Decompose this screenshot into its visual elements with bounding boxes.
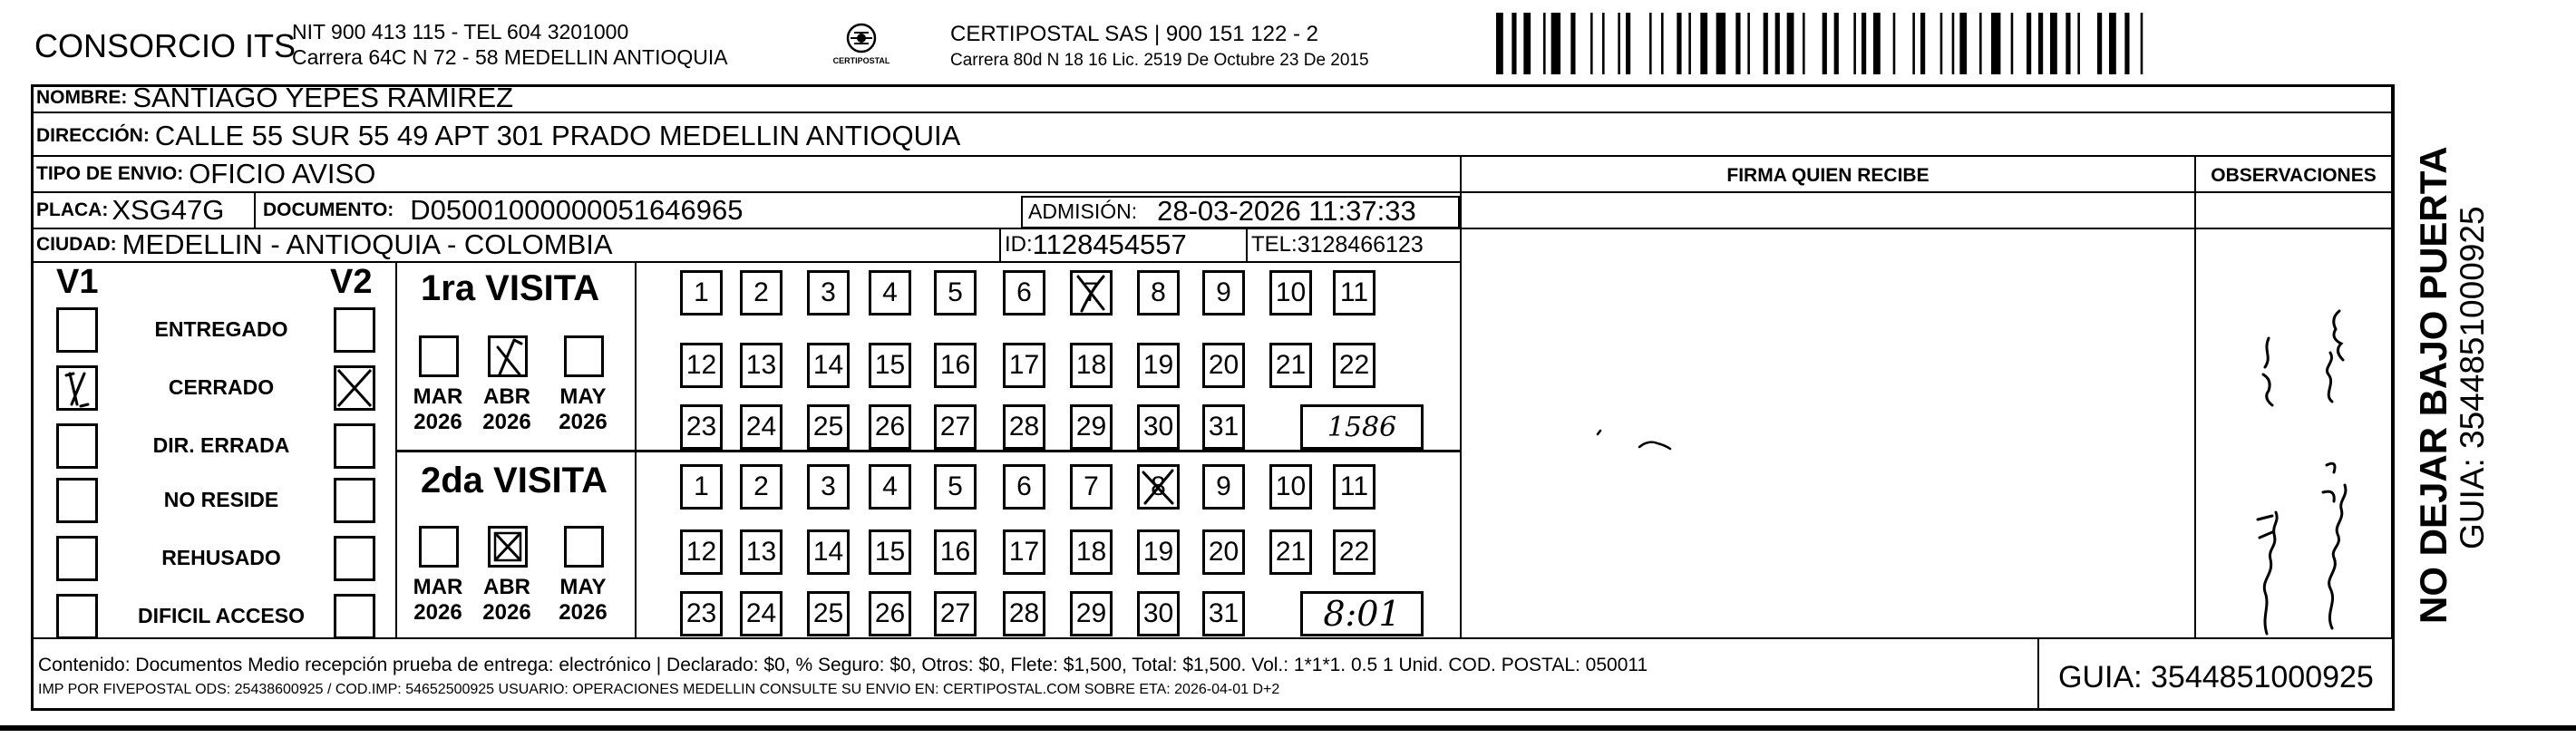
day-number: 10 [1275,471,1307,501]
day-number: 14 [812,350,844,380]
visit-1-month-may-checkbox[interactable] [564,335,604,377]
visit-2-day-3[interactable] [807,464,850,510]
visit-2-day-20[interactable] [1202,529,1245,575]
visit-2-day-10[interactable] [1269,464,1312,510]
month-year: 2026 [559,600,608,625]
visit-1-day-31[interactable] [1202,404,1245,450]
visit-1-day-17[interactable] [1003,343,1045,388]
visit-1-day-2[interactable] [740,270,783,316]
visit-1-day-9[interactable] [1202,270,1245,316]
day-number: 22 [1338,537,1370,567]
day-number: 21 [1275,350,1307,380]
day-number: 17 [1008,350,1040,380]
placa-row [36,192,224,228]
carrier-name: CERTIPOSTAL SAS | 900 151 122 - 2 [950,22,1318,46]
day-number: 4 [882,277,898,307]
footer-guia: GUIA: 3544851000925 [2058,660,2374,694]
visit-2-day-27[interactable] [934,591,977,636]
day-number: 12 [685,537,717,567]
visit-1-title: 1ra VISITA [421,268,600,308]
v1-header: V1 [56,263,99,301]
visit-1-day-23[interactable] [680,404,723,450]
direccion-label: DIRECCIÓN: [36,125,150,146]
day-number: 7 [1084,277,1099,307]
month-name: ABR [483,384,530,409]
visit-1-day-15[interactable] [869,343,911,388]
firma-label: FIRMA QUIEN RECIBE [1726,165,1930,186]
visit-2-day-5[interactable] [934,464,977,510]
day-number: 11 [1339,277,1369,307]
visit-1-day-19[interactable] [1137,343,1180,388]
day-number: 5 [948,277,963,307]
tel-value: 3128466123 [1297,231,1424,257]
month-year: 2026 [482,410,531,434]
day-number: 1 [694,277,709,307]
day-check-mark [1073,273,1110,313]
company-nit: NIT 900 413 115 - TEL 604 3201000 [292,20,629,44]
visit-2-day-8[interactable] [1137,464,1180,510]
month-name: MAY [559,575,607,599]
visit-1-day-25[interactable] [807,404,850,450]
logo-text: CERTIPOSTAL [832,56,890,65]
status-label: CERRADO [168,375,275,399]
ciudad-row [36,228,613,261]
ciudad-value: MEDELLIN - ANTIOQUIA - COLOMBIA [122,228,613,260]
v1-checkbox-dificil-acceso[interactable] [56,594,98,639]
documento-value: D05001000000051646965 [410,194,744,226]
tipo-row [36,156,375,192]
visit-1-day-29[interactable] [1070,404,1113,450]
carrier-address: Carrera 80d N 18 16 Lic. 2519 De Octubre 23 De 2015 [950,51,1369,70]
day-number: 3 [821,471,836,501]
header [0,0,2576,83]
ciudad-label: CIUDAD: [36,234,117,255]
v2-checkbox-rehusado[interactable] [334,536,375,581]
visit-1-month-label [477,384,537,435]
day-number: 2 [753,277,769,307]
status-label: REHUSADO [161,546,281,569]
visit-2-month-may-checkbox[interactable] [564,526,604,568]
status-label: DIFICIL ACCESO [137,604,305,627]
status-label: ENTREGADO [154,317,288,341]
month-name: MAY [559,384,607,409]
visit-2-day-24[interactable] [740,591,783,636]
day-number: 26 [874,412,906,442]
v1-checkbox-no-reside[interactable] [56,478,98,523]
visit-2-day-25[interactable] [807,591,850,636]
handwritten-time: 8:01 [1323,594,1401,634]
visit-1-day-1[interactable] [680,270,723,316]
day-number: 23 [685,412,717,442]
visit-1-day-24[interactable] [740,404,783,450]
visit-1-day-12[interactable] [680,343,723,388]
day-number: 22 [1338,350,1370,380]
visit-2-day-11[interactable] [1333,464,1375,510]
day-number: 2 [753,471,769,501]
visit-1-day-27[interactable] [934,404,977,450]
id-value: 1128454557 [1032,228,1187,260]
day-number: 31 [1208,598,1239,628]
visit-1-day-7[interactable] [1070,270,1113,316]
visit-2-day-7[interactable] [1070,464,1113,510]
visit-2-day-12[interactable] [680,529,723,575]
status-label: DIR. ERRADA [152,433,290,457]
day-number: 27 [939,598,971,628]
day-number: 20 [1208,537,1239,567]
visit-2-day-2[interactable] [740,464,783,510]
id-cell [1005,228,1187,261]
visit-2-month-mar-checkbox[interactable] [419,526,459,568]
visit-2-title: 2da VISITA [421,461,608,500]
day-number: 6 [1016,277,1032,307]
day-number: 23 [685,598,717,628]
day-number: 24 [745,598,777,628]
footer-line-2: IMP POR FIVEPOSTAL ODS: 25438600925 / COD.IMP: 54652500925 USUARIO: OPERACIONES MEDELLIN CONSULTE SU ENVIO EN: CERTIPOSTAL.COM SOBRE ETA: 2026-04-01 D+2 [38,682,1280,697]
day-number: 16 [939,350,971,380]
visit-1-day-28[interactable] [1003,404,1045,450]
nombre-row [36,84,513,112]
day-number: 28 [1008,598,1040,628]
tel-cell [1251,228,1424,261]
v2-checkbox-dificil-acceso[interactable] [334,594,375,639]
visit-1-day-8[interactable] [1137,270,1180,316]
visit-2-day-22[interactable] [1333,529,1375,575]
day-number: 6 [1016,471,1032,501]
month-name: MAR [413,575,463,599]
visit-2-day-18[interactable] [1070,529,1113,575]
tipo-value: OFICIO AVISO [189,158,376,189]
day-number: 13 [745,537,777,567]
handwritten-time: 1586 [1327,411,1397,443]
day-number: 18 [1075,537,1107,567]
visit-1-day-14[interactable] [807,343,850,388]
day-number: 4 [882,471,898,501]
day-number: 25 [812,598,844,628]
visit-1-day-11[interactable] [1333,270,1375,316]
day-number: 15 [874,350,906,380]
day-number: 31 [1208,412,1239,442]
day-number: 24 [745,412,777,442]
day-number: 3 [821,277,836,307]
visit-2-day-1[interactable] [680,464,723,510]
visit-2-day-14[interactable] [807,529,850,575]
day-number: 9 [1216,277,1231,307]
day-number: 7 [1084,471,1099,501]
v1-checkbox-checked[interactable] [56,365,98,411]
documento-cell [263,192,743,228]
day-number: 1 [694,471,709,501]
company-address: Carrera 64C N 72 - 58 MEDELLIN ANTIOQUIA [292,45,728,69]
visit-2-day-19[interactable] [1137,529,1180,575]
nombre-label: NOMBRE: [36,87,128,108]
visit-2-day-31[interactable] [1202,591,1245,636]
visit-1-month-label [553,384,613,435]
visit-1-time-box[interactable] [1300,404,1424,450]
day-number: 13 [745,350,777,380]
observaciones-label: OBSERVACIONES [2211,165,2377,186]
month-year: 2026 [559,410,608,434]
day-number: 25 [812,412,844,442]
visit-2-day-13[interactable] [740,529,783,575]
visit-2-day-26[interactable] [869,591,911,636]
day-number: 16 [939,537,971,567]
day-number: 10 [1275,277,1307,307]
v1-checkbox-dir-errada[interactable] [56,423,98,469]
day-check-mark [1140,467,1177,507]
day-number: 26 [874,598,906,628]
visit-1-month-mar-checkbox[interactable] [419,335,459,377]
day-number: 19 [1142,537,1174,567]
placa-value: XSG47G [112,194,225,226]
day-number: 27 [939,412,971,442]
visit-1-day-30[interactable] [1137,404,1180,450]
visit-1-day-20[interactable] [1202,343,1245,388]
visit-2-day-9[interactable] [1202,464,1245,510]
v1-checkbox-entregado[interactable] [56,307,98,353]
day-number: 19 [1142,350,1174,380]
v1-checkbox-rehusado[interactable] [56,536,98,581]
visit-1-month-label [408,384,468,435]
nombre-value: SANTIAGO YEPES RAMIREZ [132,82,514,113]
visit-2-month-abr-checkbox[interactable] [488,526,528,568]
side-notice: NO DEJAR BAJO PUERTA [2412,146,2454,624]
direccion-value: CALLE 55 SUR 55 49 APT 301 PRADO MEDELLIN ANTIOQUIA [154,120,961,151]
company-name: CONSORCIO ITS [34,27,296,64]
id-label: ID: [1005,232,1033,257]
visit-2-time-box[interactable] [1300,591,1424,636]
v2-checkbox-dir-errada[interactable] [334,423,375,469]
month-name: ABR [483,575,530,599]
day-number: 5 [948,471,963,501]
footer-line-1: Contenido: Documentos Medio recepción prueba de entrega: electrónico | Declarado: $0, % Seguro: $0, Otros: $0, Flete: $1,500, Total: $1,500. Vol.: 1*1*1. 0.5 1 Unid. COD. POSTAL: 050011 [38,655,1648,675]
admision-value: 28-03-2026 11:37:33 [1157,195,1416,227]
v2-checkbox-entregado[interactable] [334,307,375,353]
day-number: 18 [1075,350,1107,380]
visit-1-day-6[interactable] [1003,270,1045,316]
visit-2-day-29[interactable] [1070,591,1113,636]
day-number: 21 [1275,537,1307,567]
day-number: 29 [1075,412,1107,442]
placa-label: PLACA: [36,199,109,220]
visit-2-month-label [553,575,613,626]
tipo-label: TIPO DE ENVIO: [36,163,184,184]
visit-2-day-17[interactable] [1003,529,1045,575]
month-name: MAR [413,384,463,409]
day-number: 8 [1151,471,1166,501]
v2-header: V2 [330,263,373,301]
tel-label: TEL: [1251,232,1298,257]
visit-1-day-21[interactable] [1269,343,1312,388]
barcode [1496,13,2156,74]
certipostal-logo [816,22,907,71]
visit-2-day-30[interactable] [1137,591,1180,636]
observaciones-handwriting [2196,193,2391,637]
day-number: 30 [1142,598,1174,628]
visit-2-day-16[interactable] [934,529,977,575]
visit-2-month-label [477,575,537,626]
visit-2-day-28[interactable] [1003,591,1045,636]
status-label: NO RESIDE [163,488,279,511]
visit-1-day-10[interactable] [1269,270,1312,316]
day-number: 8 [1151,277,1166,307]
visit-2-day-4[interactable] [869,464,911,510]
day-number: 12 [685,350,717,380]
day-number: 11 [1339,471,1369,501]
month-year: 2026 [482,600,531,625]
day-number: 9 [1216,471,1231,501]
v2-checkbox-checked[interactable] [334,365,375,411]
admision-label: ADMISIÓN: [1028,199,1138,223]
v2-checkbox-no-reside[interactable] [334,478,375,523]
visit-2-day-15[interactable] [869,529,911,575]
visit-1-day-22[interactable] [1333,343,1375,388]
day-number: 15 [874,537,906,567]
month-year: 2026 [413,410,462,434]
visit-1-month-abr-checkbox[interactable] [488,335,528,377]
admision-cell [1028,194,1416,228]
direccion-row [36,118,960,154]
documento-label: DOCUMENTO: [263,199,394,220]
visit-1-day-3[interactable] [807,270,850,316]
visit-1-day-4[interactable] [869,270,911,316]
side-guia: GUIA: 3544851000925 [2454,206,2491,549]
day-number: 20 [1208,350,1239,380]
visit-1-day-18[interactable] [1070,343,1113,388]
visit-1-day-5[interactable] [934,270,977,316]
visit-1-day-13[interactable] [740,343,783,388]
visit-2-day-23[interactable] [680,591,723,636]
day-number: 30 [1142,412,1174,442]
signature-area [1462,193,2194,637]
day-number: 17 [1008,537,1040,567]
visit-2-day-21[interactable] [1269,529,1312,575]
visit-1-day-26[interactable] [869,404,911,450]
visit-2-day-6[interactable] [1003,464,1045,510]
visit-1-day-16[interactable] [934,343,977,388]
month-year: 2026 [413,600,462,625]
day-number: 14 [812,537,844,567]
visit-2-month-label [408,575,468,626]
day-number: 29 [1075,598,1107,628]
day-number: 28 [1008,412,1040,442]
